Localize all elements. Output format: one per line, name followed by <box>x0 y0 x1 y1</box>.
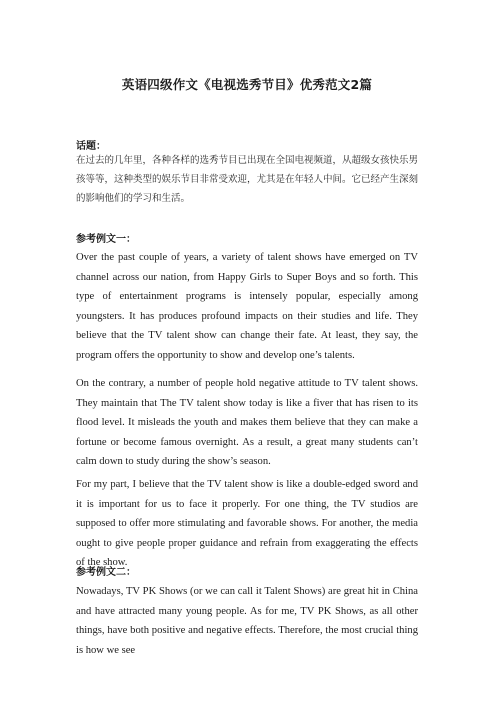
example1-paragraph-2: On the contrary, a number of people hold negative attitude to TV talent shows. They maintain that The TV talent show today is like a fiver that has risen to its flood level. It misleads the youth and makes them believe that they can make a fortune or become famous overnight. As a result, a great many students can’t calm down to study during the show’s season. <box>76 378 418 468</box>
topic-heading: 话题： <box>76 141 106 152</box>
example1-heading: 参考例文一： <box>76 234 136 245</box>
document-title: 英语四级作文《电视选秀节目》优秀范文2篇 <box>121 77 373 92</box>
example1-paragraph-3: For my part, I believe that the TV talent show is like a double-edged sword and it is important for us to face it properly. For one thing, the TV studios are supposed to offer more stimulating and favorable shows. For another, the media ought to give people proper guidance and refrain from exaggerating the effects of the show. <box>76 479 418 569</box>
example1-paragraph-1: Over the past couple of years, a variety of talent shows have emerged on TV channel across our nation, from Happy Girls to Super Boys and so forth. This type of entertainment programs is intensely popular, especially among youngsters. It has produces profound impacts on their studies and life. They believe that the TV talent show can change their fate. At least, they say, the program offers the opportunity to show and develop one’s talents. <box>76 252 418 361</box>
topic-text: 在过去的几年里，各种各样的选秀节目已出现在全国电视频道，从超级女孩快乐男孩等等，这种类型的娱乐节目非常受欢迎，尤其是在年轻人中间。它已经产生深刻的影响他们的学习和生活。 <box>76 155 419 204</box>
example2-heading: 参考例文二： <box>76 567 136 578</box>
example2-paragraph-1: Nowadays, TV PK Shows (or we can call it Talent Shows) are great hit in China and have attracted many young people. As for me, TV PK Shows, as all other things, have both positive and negative effects. Therefore, the most crucial thing is how we see <box>76 586 418 656</box>
